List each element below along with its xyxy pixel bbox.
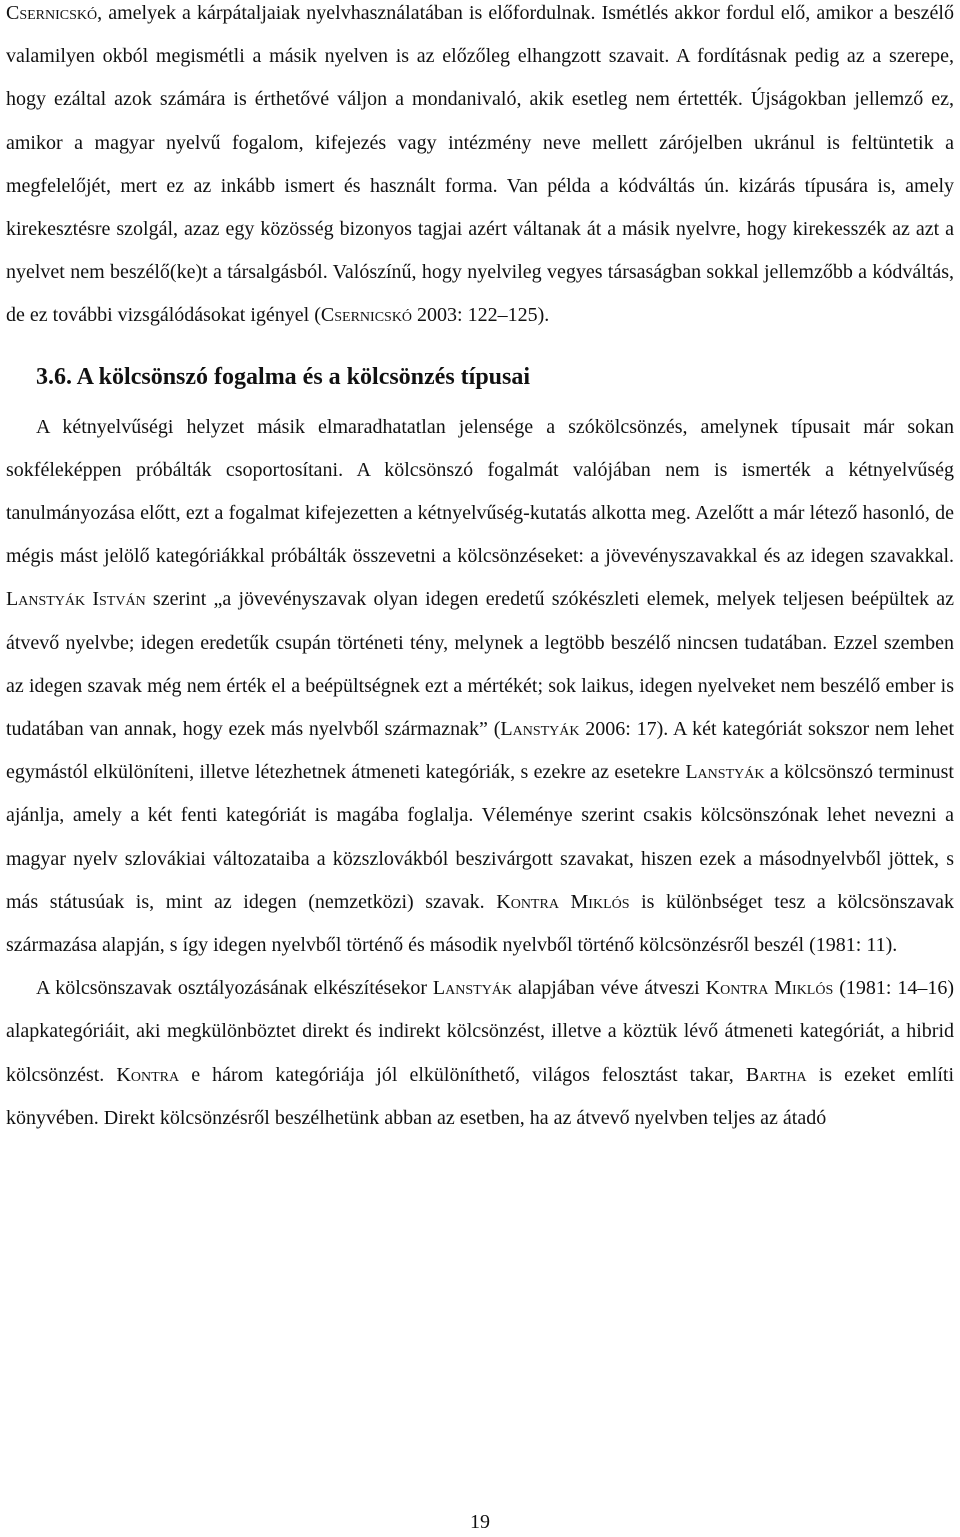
author-name: Csernicskó [320,304,413,327]
section-heading: 3.6. A kölcsönszó fogalma és a kölcsönzés típusai [36,363,531,390]
paragraph-loanword-classification [6,967,954,1140]
paragraph-text: , amelyek a kárpátaljaiak nyelvhasználatában is előfordulnak. Ismétlés akkor fordul elő, amikor a beszélő valamilyen okból megismétli a másik nyelven is az előzőleg elhangzott szavait. A fordításnak pedig az a szerepe, hogy ezáltal azok számára is érthetővé váljon a mondanivaló, akik esetleg nem értették. Újságokban jellemző ez, amikor a magyar nyelvű fogalom, kifejezés vagy intézmény neve mellett zárójelben ukránul is feltüntetik a megfelelőjét, mert ez az inkább ismert és használt forma. Van példa a kódváltás ún. kizárás típusára is, amely kirekesztésre szolgál, azaz egy közösség bizonyos tagjai azért váltanak át a másik nyelvre, hogy kirekesszék az azt a nyelvet nem beszélő(ke)t a társalgásból. Valószínű, hogy nyelvileg vegyes társaságban sokkal jellemzőbb a kódváltás, de ez további vizsgálódásokat igényel ( [6,2,954,327]
paragraph-loanword-concept [6,406,954,968]
paragraph-text: alapjában véve átveszi [512,977,706,1000]
author-name: Kontra [116,1063,180,1086]
author-name: Kontra Miklós [705,977,834,1000]
paragraph-text: e három kategóriája jól elkülöníthető, világos felosztást takar, [179,1063,746,1086]
paragraph-text: (1981: 14–16) alapkategóriáit, aki megkülönböztet direkt és indirekt kölcsönzést, illetve a köztük lévő átmeneti kategóriát, a hibrid kölcsönzést. [6,977,955,1086]
author-name: Lanstyák [432,977,513,1000]
paragraph-text: A kölcsönszavak osztályozásának elkészítésekor [36,977,433,1000]
paragraph-text: is ezeket említi könyvében. Direkt kölcsönzésről beszélhetünk abban az esetben, ha az átvevő nyelvben teljes az átadó [6,1063,954,1129]
author-name: Csernicskó [6,2,98,24]
document-page [6,0,954,1140]
paragraph-text: a kölcsönszó terminust ajánlja, amely a két fenti kategóriát is magába foglalja. Véleménye szerint csakis kölcsönszónak lehet nevezni a magyar nyelv szlovákiai változataiba a közszlovákból beszivárgott szavakat, hiszen ezek a másodnyelvből jöttek, s más státusúak is, mint az idegen (nemzetközi) szavak. [6,761,954,913]
paragraph-text: A kétnyelvűségi helyzet másik elmaradhatatlan jelensége a szókölcsönzés, amelynek típusait már sokan sokféleképpen próbálták csoportosítani. A kölcsönszó fogalmát valójában nem is ismerték a kétnyelvűség tanulmányozása előtt, ezt a fogalmat kifejezetten a kétnyelvűség-kutatás alkotta meg. Azelőtt a már létező hasonló, de mégis mást jelölő kategóriákkal próbálták összevetni a kölcsönzéseket: a jövevényszavakkal és az idegen szavakkal. [6,415,954,568]
author-name: Bartha [745,1063,807,1086]
author-name: Lanstyák [500,718,580,741]
paragraph-text: is különbséget tesz a kölcsönszavak származása alapján, s így idegen nyelvből történő és második nyelvből történő kölcsönzésről beszél (1981: 11). [6,890,954,957]
page-number: 19 [470,1511,490,1533]
author-name: Lanstyák [685,761,765,784]
author-name: Lanstyák István [6,588,146,611]
paragraph-code-switching [6,0,954,338]
paragraph-text: 2003: 122–125). [412,304,550,327]
author-name: Kontra Miklós [496,890,630,913]
paragraph-text: szerint „a jövevényszavak olyan idegen eredetű szókészleti elemek, melyek teljesen beépültek az átvevő nyelvbe; idegen eredetűk csupán történeti tény, melynek a legtöbb beszélő nincsen tudatában. Ezzel szemben az idegen szavak még nem érték el a beépültségnek ezt a mértékét; sok laikus, idegen nyelveket nem beszélő ember is tudatában van annak, hogy ezek más nyelvből származnak” ( [6,588,954,741]
paragraph-text: 2006: 17). A két kategóriát sokszor nem lehet egymástól elkülöníteni, illetve létezhetnek átmeneti kategóriák, s ezekre az esetekre [6,718,954,784]
